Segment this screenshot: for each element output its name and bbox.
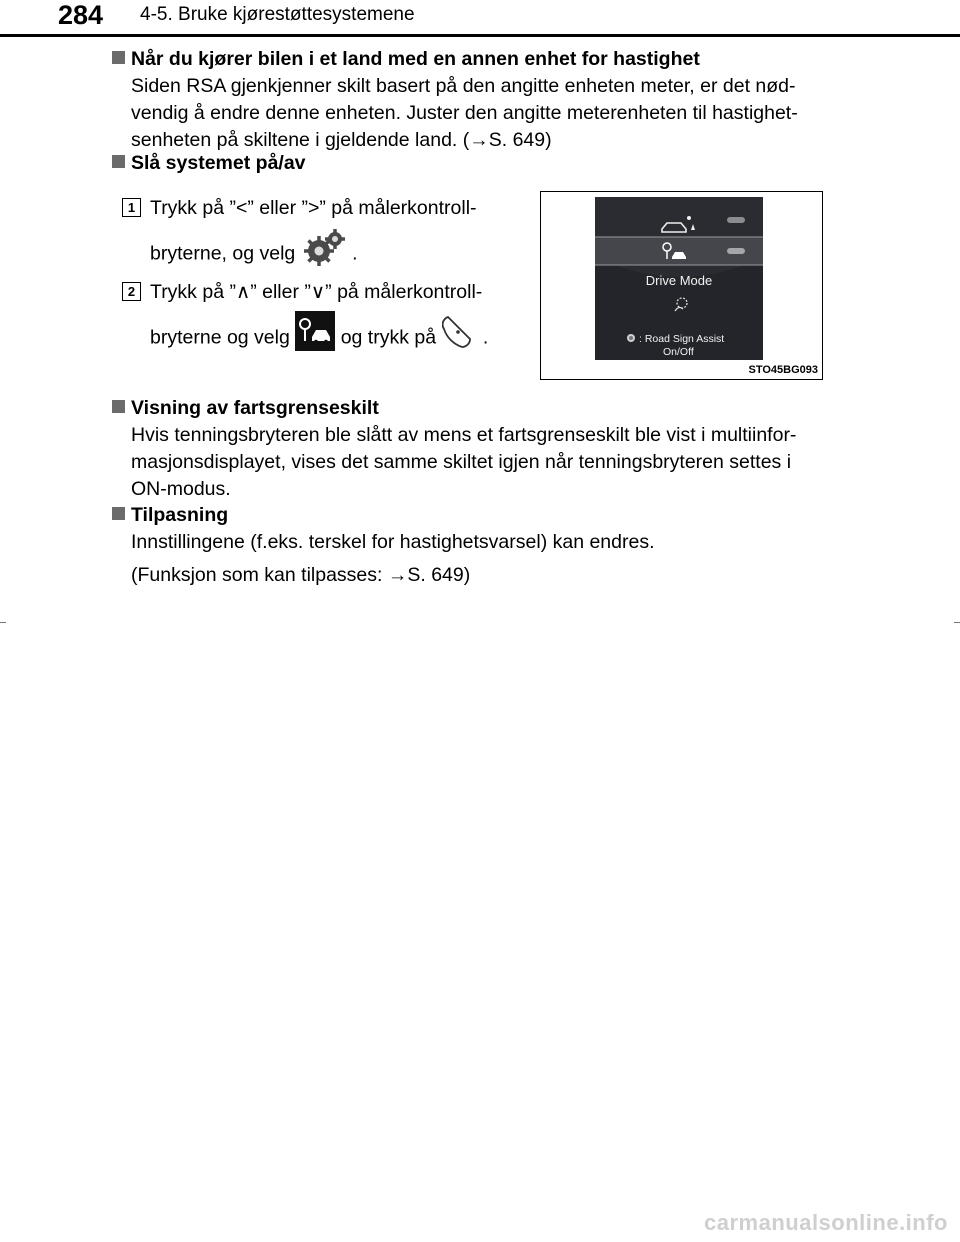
crop-mark	[954, 622, 960, 623]
crop-mark	[0, 622, 6, 623]
section-toggle-system	[112, 150, 852, 177]
section-heading: Når du kjører bilen i et land med en annen enhet for hastighet	[112, 46, 852, 73]
bullet-square-icon	[112, 51, 125, 64]
body-line: senheten på skiltene i gjeldende land. (→S. 649)	[131, 129, 552, 151]
section-unit-speed	[112, 46, 852, 154]
body-line: ON-modus.	[131, 478, 231, 500]
section-speed-sign-display	[112, 395, 852, 503]
step-text: bryterne, og velg .	[150, 227, 358, 282]
section-heading: Tilpasning	[112, 502, 852, 529]
section-heading: Visning av fartsgrenseskilt	[112, 395, 852, 422]
step-number: 2	[122, 282, 141, 301]
display-figure	[540, 191, 823, 380]
body-line: (Funksjon som kan tilpasses: →S. 649)	[131, 564, 471, 586]
step-1	[122, 195, 522, 275]
body-line: vendig å endre denne enheten. Juster den angitte meterenheten til hastighet-	[131, 102, 798, 124]
section-body	[131, 73, 852, 154]
page-number: 284	[58, 0, 104, 30]
step-number: 1	[122, 198, 141, 217]
step-2	[122, 279, 522, 359]
body-line: Hvis tenningsbryteren ble slått av mens et fartsgrenseskilt ble vist i multiinfor-	[131, 424, 797, 446]
section-customization	[112, 502, 852, 589]
section-body	[131, 422, 852, 503]
header-rule	[0, 34, 960, 37]
step-text: Trykk på ”<” eller ”>” på målerkontroll-	[150, 197, 477, 219]
multi-info-display	[595, 197, 763, 360]
body-line: masjonsdisplayet, vises det samme skiltet igjen når tenningsbryteren settes i	[131, 451, 792, 473]
screen-sublabel: On/Off	[663, 346, 694, 358]
watermark: carmanualsonline.info	[704, 1210, 948, 1235]
bullet-square-icon	[112, 507, 125, 520]
screen-title: Drive Mode	[645, 273, 713, 288]
gear-settings-icon	[301, 227, 347, 282]
body-line: Innstillingene (f.eks. terskel for hastighetsvarsel) kan endres.	[131, 531, 655, 553]
page-header	[0, 0, 960, 40]
bullet-square-icon	[112, 400, 125, 413]
chapter-title: 4-5. Bruke kjørestøttesystemene	[140, 4, 415, 25]
section-body	[131, 529, 852, 589]
bullet-square-icon	[112, 155, 125, 168]
step-text: bryterne og velg og trykk på .	[150, 311, 488, 366]
figure-caption: STO45BG093	[748, 364, 818, 376]
screen-label: : Road Sign Assist	[639, 333, 725, 345]
section-heading: Slå systemet på/av	[112, 150, 852, 177]
step-text: Trykk på ”∧” eller ”∨” på målerkontroll-	[150, 281, 483, 303]
body-line: Siden RSA gjenkjenner skilt basert på den angitte enheten meter, er det nød-	[131, 75, 796, 97]
road-sign-assist-icon	[295, 311, 335, 366]
enter-button-icon	[442, 313, 478, 364]
